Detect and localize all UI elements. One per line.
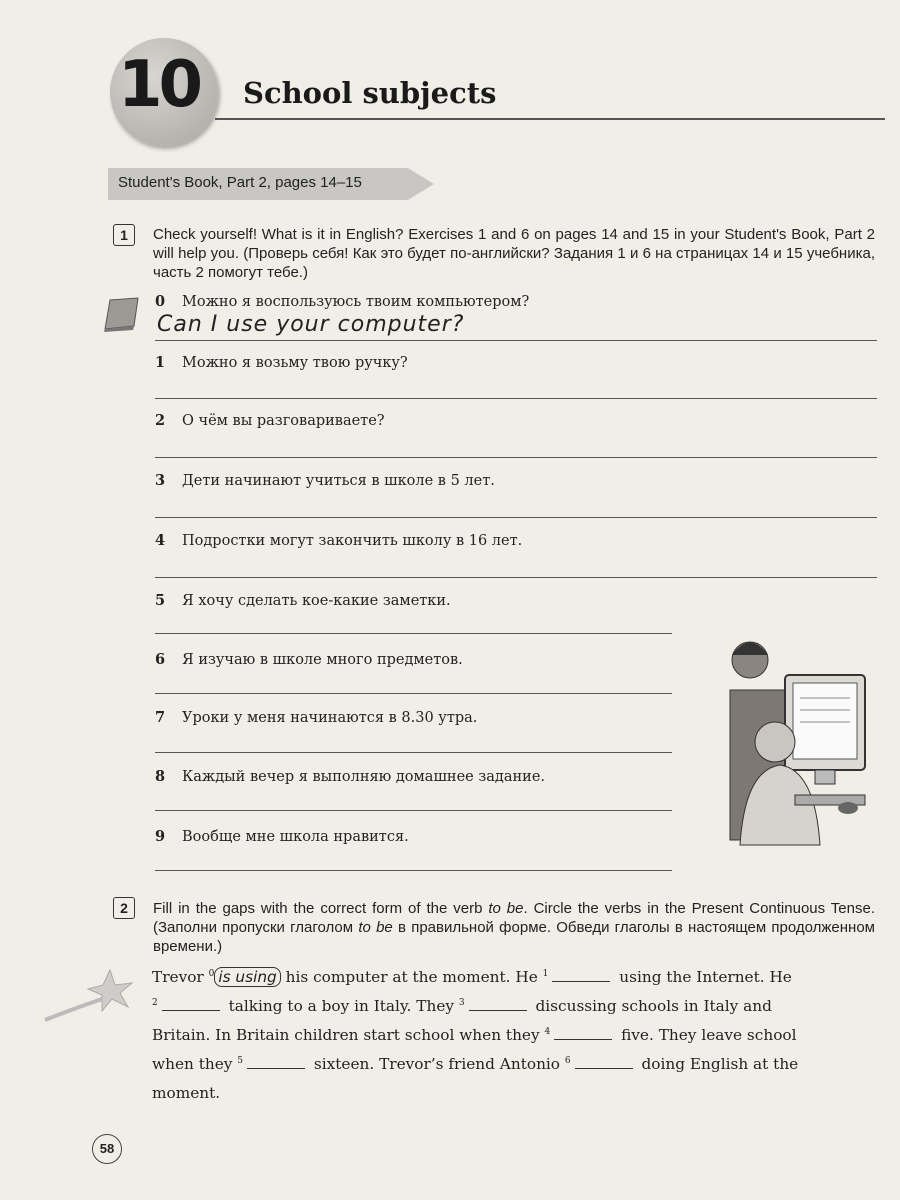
page-number: 58: [92, 1134, 122, 1164]
gap-number: 4: [544, 1026, 551, 1037]
item-text: Можно я воспользуюсь твоим компьютером?: [182, 294, 530, 310]
exercise-1-item: [155, 768, 545, 785]
item-text: Вообще мне школа нравится.: [182, 829, 409, 845]
item-number: 3: [155, 472, 166, 489]
item-number: 9: [155, 828, 166, 845]
answer-line[interactable]: [155, 577, 877, 578]
page-title: School subjects: [243, 76, 497, 110]
exercise-1-item: [155, 532, 522, 549]
paragraph-line-5: [152, 1084, 877, 1102]
instr-emphasis: to be: [358, 919, 393, 936]
paragraph-line-1: [152, 968, 877, 986]
text: using the Internet. He: [614, 968, 792, 986]
answer-line[interactable]: [155, 693, 672, 694]
exercise-1-item: [155, 472, 495, 489]
item-text: Дети начинают учиться в школе в 5 лет.: [182, 473, 495, 489]
text: doing English at the: [636, 1055, 799, 1073]
example-answer: Can I use your computer?: [157, 312, 465, 337]
exercise-1-item: [155, 354, 408, 371]
exercise-1-instruction: Check yourself! What is it in English? Exercises 1 and 6 on pages 14 and 15 in your Student's Book, Part 2 will help you. (Проверь себя! Как это будет по-английски? Задания 1 и 6 на страницах 14 и 15 учебника, часть 2 помогут тебе.): [153, 226, 875, 281]
gap-number: 5: [237, 1055, 244, 1066]
item-text: Подростки могут закончить школу в 16 лет.: [182, 533, 523, 549]
unit-number: 10: [118, 48, 200, 122]
exercise-2-number: 2: [113, 897, 135, 919]
instr-part: в правильной форме. Обведи глаголы в настоящем продолженном времени.): [153, 919, 875, 955]
answer-line[interactable]: [155, 870, 672, 871]
item-text: Я хочу сделать кое-какие заметки.: [182, 593, 451, 609]
exercise-1-item: [155, 412, 385, 429]
teacher-and-student-illustration: [700, 630, 875, 850]
item-number: 6: [155, 651, 166, 668]
answer-line[interactable]: [155, 398, 877, 399]
answer-line[interactable]: [155, 633, 672, 634]
item-text: Уроки у меня начинаются в 8.30 утра.: [182, 710, 478, 726]
exercise-1-item: [155, 592, 451, 609]
item-text: Можно я возьму твою ручку?: [182, 355, 408, 371]
text: sixteen. Trevor’s friend Antonio: [309, 1055, 565, 1073]
answer-line[interactable]: [155, 517, 877, 518]
gap-6-input[interactable]: [575, 1068, 633, 1069]
gap-4-input[interactable]: [554, 1039, 612, 1040]
gap-number: 3: [458, 997, 465, 1008]
item-number: 8: [155, 768, 166, 785]
text: talking to a boy in Italy. They: [223, 997, 459, 1015]
answer-line[interactable]: [155, 340, 877, 341]
answer-line[interactable]: [155, 810, 672, 811]
exercise-1-number: 1: [113, 224, 135, 246]
gap-3-input[interactable]: [469, 1010, 527, 1011]
text: when they: [152, 1055, 238, 1073]
title-underline: [215, 118, 885, 120]
reference-banner-label: Student's Book, Part 2, pages 14–15: [118, 174, 362, 191]
answer-line[interactable]: [155, 457, 877, 458]
text: Britain. In Britain children start school when they: [152, 1026, 545, 1044]
gap-number: 0: [208, 968, 215, 979]
text: discussing schools in Italy and: [530, 997, 772, 1015]
gap-5-input[interactable]: [247, 1068, 305, 1069]
gap-2-input[interactable]: [162, 1010, 220, 1011]
item-number: 1: [155, 354, 166, 371]
exercise-1-item: [155, 828, 409, 845]
answer-line[interactable]: [155, 752, 672, 753]
text: Trevor: [152, 968, 209, 986]
example-circled-answer: is using: [214, 967, 280, 987]
item-text: Каждый вечер я выполняю домашнее задание.: [182, 769, 546, 785]
item-number: 4: [155, 532, 166, 549]
item-number: 7: [155, 709, 166, 726]
exercise-2-instruction: [153, 899, 875, 956]
item-number: 2: [155, 412, 166, 429]
exercise-1-item: [155, 293, 529, 310]
instr-emphasis: to be: [488, 900, 524, 917]
text: five. They leave school: [616, 1026, 797, 1044]
gap-number: 6: [564, 1055, 571, 1066]
text: his computer at the moment. He: [280, 968, 543, 986]
gap-number: 1: [542, 968, 549, 979]
instr-part: Fill in the gaps with the correct form of the verb: [153, 900, 489, 917]
notebook-icon: [102, 296, 142, 332]
exercise-1-item: [155, 651, 463, 668]
item-text: О чём вы разговариваете?: [182, 413, 385, 429]
paragraph-line-4: [152, 1055, 877, 1073]
banner-arrow-icon: [408, 168, 434, 200]
item-number: 0: [155, 293, 166, 310]
gap-number: 2: [152, 997, 158, 1008]
paragraph-line-2: [152, 997, 877, 1015]
gap-1-input[interactable]: [552, 981, 610, 982]
star-decoration-icon: [40, 965, 140, 1025]
text: moment.: [152, 1084, 221, 1102]
item-number: 5: [155, 592, 166, 609]
exercise-1-item: [155, 709, 477, 726]
paragraph-line-3: [152, 1026, 877, 1044]
instr-part: . Circle the verbs in the Present Continuous Tense. (Заполни пропуски глаголом: [153, 900, 875, 936]
item-text: Я изучаю в школе много предметов.: [182, 652, 463, 668]
